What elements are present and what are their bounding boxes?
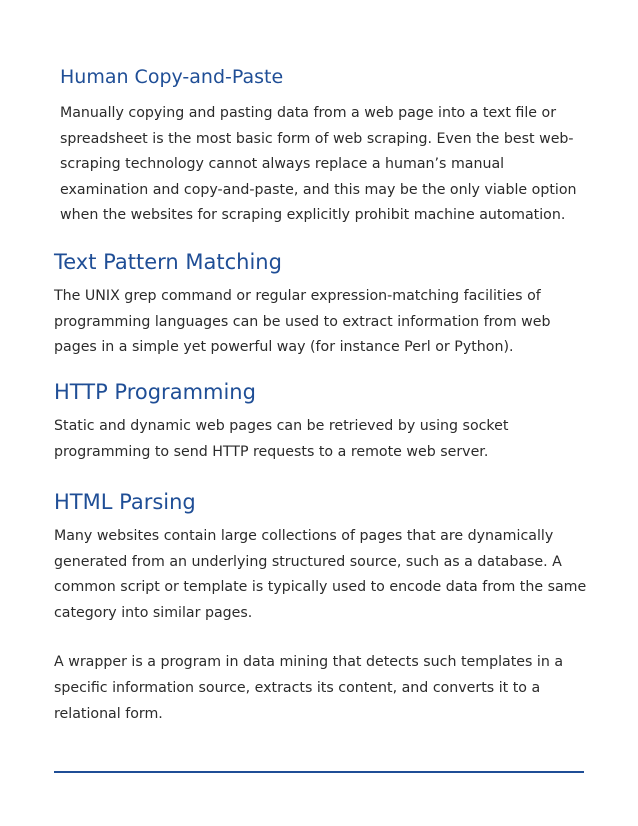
section-heading: HTML Parsing [54,490,196,514]
section-human-copy-paste [60,64,580,229]
section-text-pattern-matching [54,248,594,361]
section-heading: HTTP Programming [54,380,256,404]
section-body: The UNIX grep command or regular expression-matching facilities of programming languages can be used to extract information from web pages in a simple yet powerful way (for instance Perl or Python). [54,288,551,356]
section-html-parsing [54,488,594,727]
section-http-programming [54,378,594,465]
section-body: Manually copying and pasting data from a web page into a text file or spreadsheet is the most basic form of web scraping. Even the best web-scraping technology cannot always replace a human’s manual examination and copy-and-paste, and this may be the only viable option when the websites for scraping explicitly prohibit machine automation. [60,105,577,224]
section-heading: Text Pattern Matching [54,250,282,274]
footer-divider [54,771,584,773]
section-heading: Human Copy-and-Paste [60,66,284,88]
section-body: Many websites contain large collections of pages that are dynamically generated from an underlying structured source, such as a database. A common script or template is typically used to encode data from the same category into similar pages. [54,528,587,621]
section-body: Static and dynamic web pages can be retrieved by using socket programming to send HTTP requests to a remote web server. [54,418,509,460]
section-body-second-paragraph: A wrapper is a program in data mining that detects such templates in a specific information source, extracts its content, and converts it to a relational form. [54,654,564,722]
